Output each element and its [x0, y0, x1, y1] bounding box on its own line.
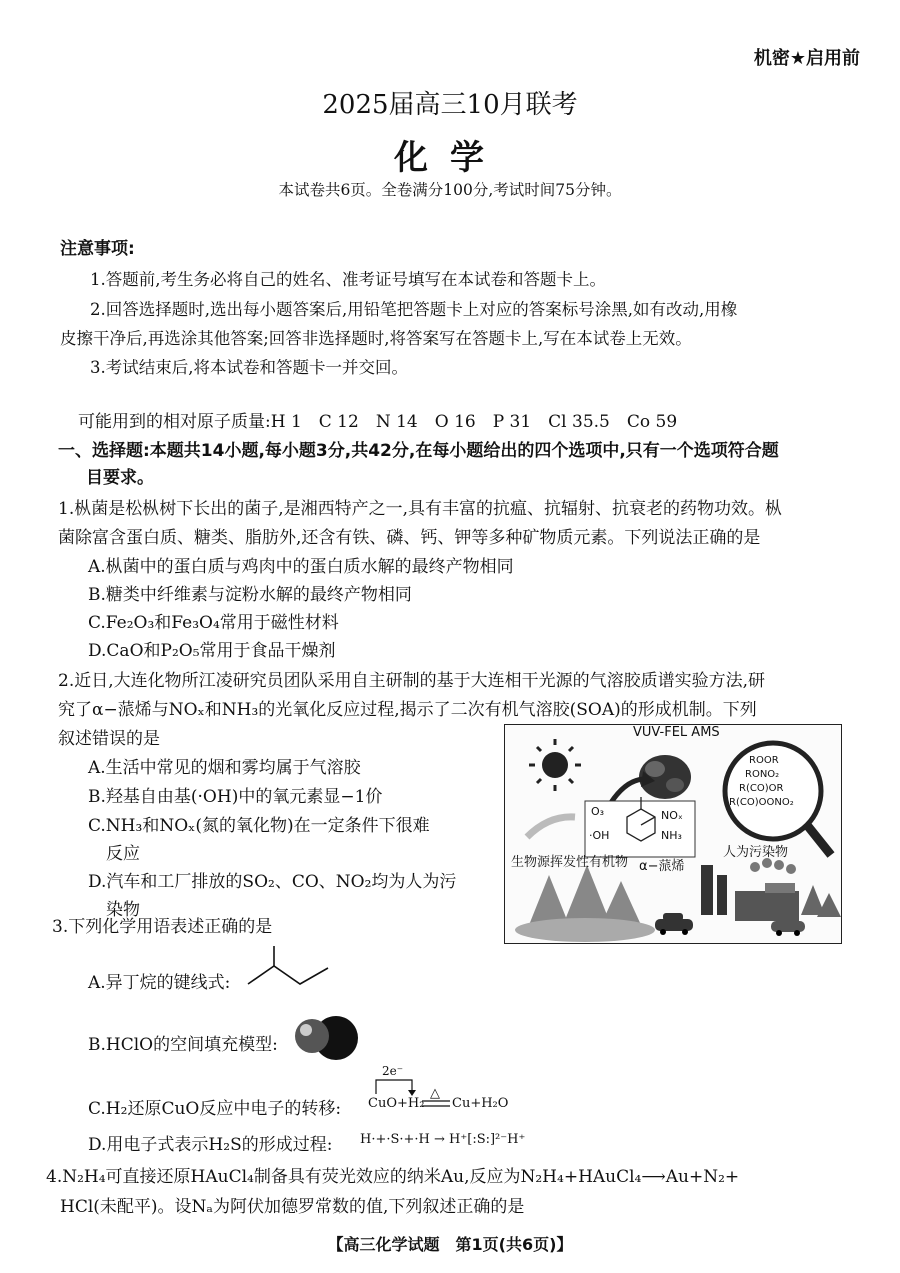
rcooono2-label: R(CO)OONO₂ — [729, 797, 794, 808]
notice-title: 注意事项: — [60, 239, 135, 259]
soa-formation-figure — [504, 724, 842, 944]
confidential-mark: 机密★启用前 — [753, 48, 860, 69]
q2-stem-cont2: 叙述错误的是 — [58, 729, 160, 749]
o3-label: O₃ — [591, 805, 605, 818]
q3-option-b: B.HClO的空间填充模型: — [88, 1035, 278, 1055]
nh3-label: NH₃ — [661, 829, 682, 842]
q2-option-d-cont: 染物 — [106, 900, 140, 920]
smoke-icon — [750, 858, 796, 874]
q3-stem: 3.下列化学用语表述正确的是 — [52, 917, 273, 937]
notice-item-3: 3.考试结束后,将本试卷和答题卡一并交回。 — [90, 358, 408, 377]
q2-stem-cont: 究了α−蒎烯与NOₓ和NH₃的光氧化反应过程,揭示了二次有机气溶胶(SOA)的形成机制。下列 — [58, 700, 757, 720]
q3-c-electrons: 2e⁻ — [382, 1064, 404, 1078]
subject-title: 化学 — [394, 138, 506, 178]
q3-option-d: D.用电子式表示H₂S的形成过程: — [88, 1135, 333, 1155]
sun-icon — [529, 739, 581, 791]
q4-stem-cont: HCl(未配平)。设Nₐ为阿伏加德罗常数的值,下列叙述正确的是 — [60, 1197, 525, 1217]
atomic-masses: 可能用到的相对原子质量:H 1 C 12 N 14 O 16 P 31 Cl 35.5 Co 59 — [78, 412, 678, 432]
q3-c-eq-right: Cu+H₂O — [452, 1096, 509, 1111]
roor-label: ROOR — [749, 755, 779, 766]
hclo-model-icon — [292, 1008, 362, 1064]
trees-icon — [515, 865, 655, 942]
notice-item-2-cont: 皮擦干净后,再选涂其他答案;回答非选择题时,将答案写在答题卡上,写在本试卷上无效。 — [60, 329, 692, 348]
notice-item-2: 2.回答选择题时,选出每小题答案后,用铅笔把答题卡上对应的答案标号涂黑,如有改动,用橡 — [90, 300, 738, 319]
q2-option-b: B.羟基自由基(·OH)中的氧元素显−1价 — [88, 787, 383, 807]
notice-item-1: 1.答题前,考生务必将自己的姓名、准考证号填写在本试卷和答题卡上。 — [90, 270, 606, 289]
electron-transfer-arrow-icon — [372, 1078, 418, 1096]
pinene-label: α−蒎烯 — [639, 859, 685, 874]
q1-option-c: C.Fe₂O₃和Fe₃O₄常用于磁性材料 — [88, 613, 339, 633]
q2-option-c: C.NH₃和NOₓ(氮的氧化物)在一定条件下很难 — [88, 816, 430, 836]
page-footer: 【高三化学试题 第1页(共6页)】 — [327, 1235, 573, 1254]
oh-label: ·OH — [589, 829, 610, 842]
bio-voc-label: 生物源挥发性有机物 — [511, 855, 629, 870]
exam-info: 本试卷共6页。全卷满分100分,考试时间75分钟。 — [278, 181, 622, 199]
q1-stem-cont: 菌除富含蛋白质、糖类、脂肪外,还含有铁、磷、钙、钾等多种矿物质元素。下列说法正确的是 — [58, 528, 761, 548]
flow-arrow-icon — [527, 817, 575, 837]
q3-c-eq-left: CuO+H₂ — [368, 1096, 425, 1111]
q1-stem: 1.枞菌是松枞树下长出的菌子,是湘西特产之一,具有丰富的抗瘟、抗辐射、抗衰老的药物功效。枞 — [58, 499, 783, 519]
q2-option-a: A.生活中常见的烟和雾均属于气溶胶 — [88, 758, 361, 778]
nox-label: NOₓ — [661, 809, 683, 822]
q3-option-a: A.异丁烷的键线式: — [88, 973, 231, 993]
rono2-label: RONO₂ — [745, 769, 780, 780]
q2-option-c-cont: 反应 — [106, 844, 140, 864]
q1-option-a: A.枞菌中的蛋白质与鸡肉中的蛋白质水解的最终产物相同 — [88, 557, 514, 577]
rcoor-label: R(CO)OR — [739, 783, 784, 794]
q1-option-d: D.CaO和P₂O₅常用于食品干燥剂 — [88, 641, 336, 661]
exam-title: 2025届高三10月联考 — [322, 90, 578, 120]
section-1-heading-cont: 目要求。 — [86, 468, 154, 488]
q3-d-equation: H·+·S·+·H → H⁺[:S:]²⁻H⁺ — [360, 1132, 526, 1147]
small-trees-icon — [801, 885, 841, 917]
section-1-heading: 一、选择题:本题共14小题,每小题3分,共42分,在每小题给出的四个选项中,只有一个选项符合题 — [58, 441, 779, 461]
vuv-label: VUV-FEL AMS — [633, 725, 720, 740]
equals-sign-icon — [422, 1100, 450, 1108]
human-pollutant-label: 人为污染物 — [723, 845, 789, 860]
q4-stem: 4.N₂H₄可直接还原HAuCl₄制备具有荧光效应的纳米Au,反应为N₂H₄+HAuCl₄⟶Au+N₂+ — [46, 1167, 740, 1187]
factory-icon — [701, 865, 799, 921]
q3-c-delta: △ — [430, 1086, 440, 1101]
q1-option-b: B.糖类中纤维素与淀粉水解的最终产物相同 — [88, 585, 412, 605]
isobutane-skeletal-icon — [244, 944, 334, 990]
q3-option-c: C.H₂还原CuO反应中电子的转移: — [88, 1099, 342, 1119]
q2-stem: 2.近日,大连化物所江凌研究员团队采用自主研制的基于大连相干光源的气溶胶质谱实验方法,研 — [58, 671, 766, 691]
q2-option-d: D.汽车和工厂排放的SO₂、CO、NO₂均为人为污 — [88, 872, 457, 892]
